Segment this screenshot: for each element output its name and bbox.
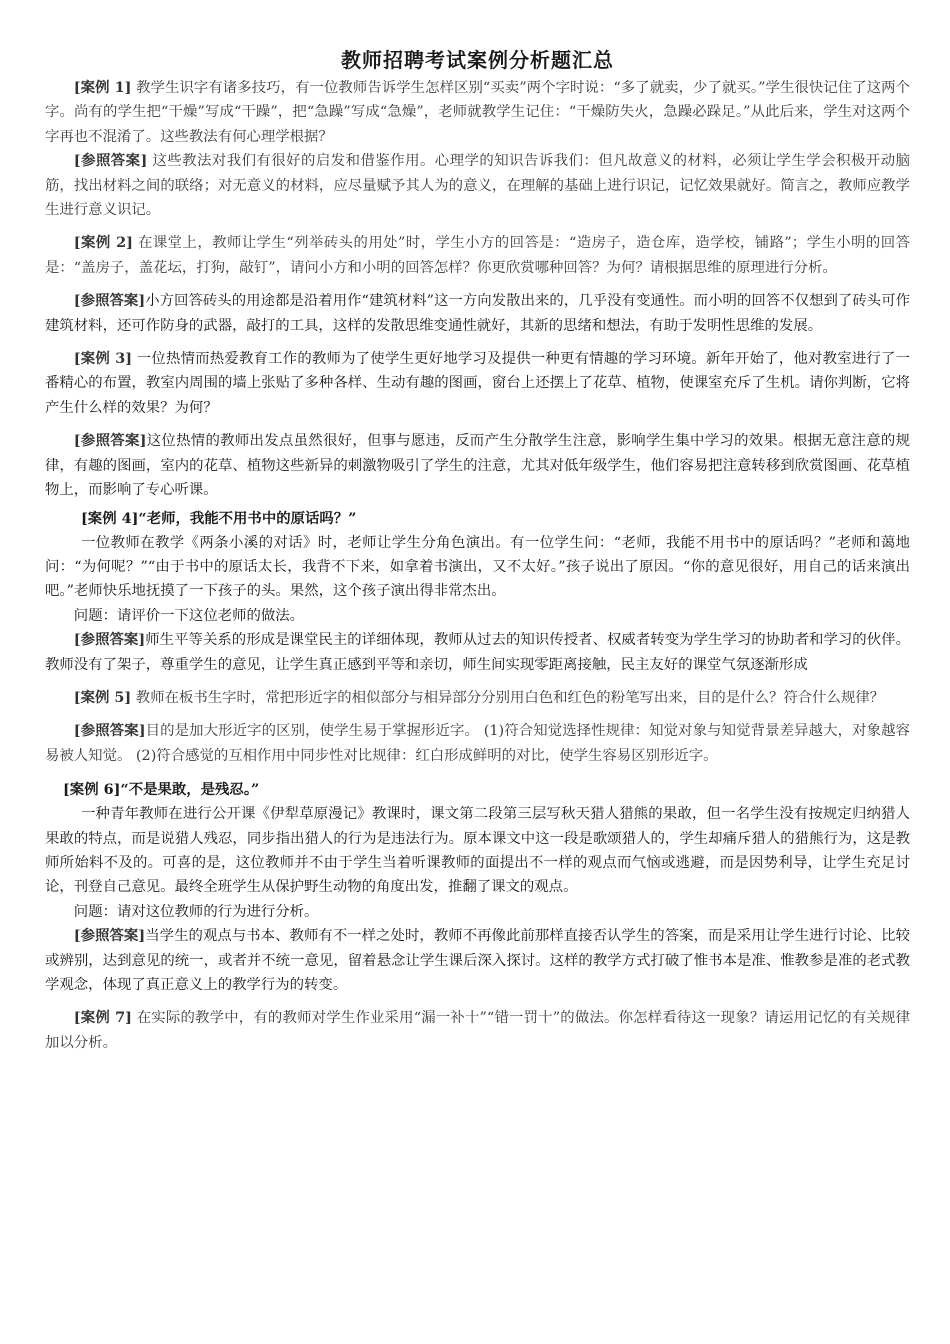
case-2-answer [45,289,910,338]
case-3-tag: [案例 3] [73,350,133,368]
case-4-answer-tag: [参照答案] [73,631,146,649]
case-1-answer-text: 这些教法对我们有很好的启发和借鉴作用。心理学的知识告诉我们：但凡故意义的材料，必须让学生学会积极开动脑筋，找出材料之间的联络；对无意义的材料，应尽量赋予其人为的意义，在理解的基础上进行识记，记忆效果就好。简言之，教师应教学生进行意义识记。 [45,153,910,219]
case-5-answer-text: 目的是加大形近字的区别，使学生易于掌握形近字。 (1)符合知觉选择性规律：知觉对象与知觉背景差异越大，对象越容易被人知觉。 (2)符合感觉的互相作用中同步性对比规律：红白形成鲜明的对比，使学生容易区别形近字。 [45,723,910,764]
case-5-text: 教师在板书生字时，常把形近字的相似部分与相异部分分别用白色和红色的粉笔写出来，目的是什么？符合什么规律？ [131,689,885,706]
case-2-text: 在课堂上，教师让学生“列举砖头的用处”时，学生小方的回答是：“造房子，造仓库，造学校，铺路”；学生小明的回答是：“盖房子，盖花坛，打狗，敲钉”，请问小方和小明的回答怎样？你更欣赏哪种回答？为何？请根据思维的原理进行分析。 [45,235,910,276]
case-1-question [45,76,910,149]
case-5-tag: [案例 5] [73,688,132,706]
case-4-answer-text: 师生平等关系的形成是课堂民主的详细体现，教师从过去的知识传授者、权威者转变为学生学习的协助者和学习的伙伴。教师没有了架子，尊重学生的意见，让学生真正感到平等和亲切，师生间实现零距离接触，民主友好的课堂气氛逐渐形成 [45,632,910,673]
case-2-answer-tag: [参照答案] [73,292,146,310]
case-4-heading: [案例 4]“老师，我能不用书中的原话吗？” [81,509,357,527]
case-2-question [45,231,910,280]
case-3-answer-tag: [参照答案] [73,432,147,450]
case-3-text: 一位热情而热爱教育工作的教师为了使学生更好地学习及提供一种更有情趣的学习环境。新年开始了，他对教室进行了一番精心的布置，教室内周围的墙上张贴了多种各样、生动有趣的图画，窗台上还摆上了花草、植物，使课室充斥了生机。请你判断，它将产生什么样的效果？为何？ [45,351,910,416]
case-7-question [45,1006,910,1055]
case-7-tag: [案例 7] [73,1009,132,1027]
case-5-answer [45,719,910,768]
case-6-text: 一种青年教师在进行公开课《伊犁草原漫记》教课时，课文第二段第三层写秋天猎人猎熊的果敢，但一名学生没有按规定归纳猎人果敢的特点，而是说猎人残忍，同步指出猎人的行为是违法行为。原本课文中这一段是歌颂猎人的，学生却痛斥猎人的猎熊行为，这是教师所始料不及的。可喜的是，这位教师并不由于学生当着听课教师的面提出不一样的观点而气恼或逃避，而是因势利导，让学生充足讨论，刊登自己意见。最终全班学生从保护野生动物的角度出发，推翻了课文的观点。 [45,806,910,896]
case-5-answer-tag: [参照答案] [73,722,146,740]
case-6-answer [45,924,910,997]
document-page [45,46,910,1055]
case-1-text: 教学生识字有诸多技巧，有一位教师告诉学生怎样区别“买卖”两个字时说：“多了就卖，少了就买。”学生很快记住了这两个字。尚有的学生把“干燥”写成“干躁”，把“急躁”写成“急燥”，老师就教学生记住：“干燥防失火，急躁必跺足。”从此后来，学生对这两个字再也不混淆了。这些教法有何心理学根据？ [45,80,910,145]
case-6-answer-text: 当学生的观点与书本、教师有不一样之处时，教师不再像此前那样直接否认学生的答案，而是采用让学生进行讨论、比较或辨别，达到意见的统一，或者并不统一意见，留着悬念让学生课后深入探讨。这样的教学方式打破了惟书本是准、惟教参是准的老式教学观念，体现了真正意义上的教学行为的转变。 [45,928,910,993]
case-5-question [45,686,910,710]
case-6-heading: [案例 6]“不是果敢，是残忍。” [63,781,260,799]
case-3-question [45,347,910,420]
case-6-answer-tag: [参照答案] [73,927,146,945]
case-3-answer-text: 这位热情的教师出发点虽然很好，但事与愿违，反而产生分散学生注意，影响学生集中学习的效果。根据无意注意的规律，有趣的图画，室内的花草、植物这些新异的刺激物吸引了学生的注意，尤其对低年级学生，他们容易把注意转移到欣赏图画、花草植物上，而影响了专心听课。 [45,433,910,499]
case-4-answer [45,628,910,677]
document-title: 教师招聘考试案例分析题汇总 [341,48,614,72]
case-2-tag: [案例 2] [73,234,133,252]
case-2-answer-text: 小方回答砖头的用途都是沿着用作“建筑材料”这一方向发散出来的，几乎没有变通性。而小明的回答不仅想到了砖头可作建筑材料，还可作防身的武器，敲打的工具，这样的发散思维变通性就好，其新的思绪和想法，有助于发明性思维的发展。 [45,293,911,334]
case-1-tag: [案例 1] [73,79,132,96]
case-7-text: 在实际的教学中，有的教师对学生作业采用“漏一补十”“错一罚十”的做法。你怎样看待这一现象？请运用记忆的有关规律加以分析。 [45,1010,910,1051]
case-1-answer [45,149,910,222]
case-4-question: 问题：请评价一下这位老师的做法。 [73,607,305,624]
case-4-text: 一位教师在教学《两条小溪的对话》时，老师让学生分角色演出。有一位学生问：“老师，我能不用书中的原话吗？”老师和蔼地问：“为何呢？”“由于书中的原话太长，我背不下来，如拿着书演出，又不太好。”孩子说出了原因。“你的意见很好，用自己的话来演出吧。”老师快乐地抚摸了一下孩子的头。果然，这个孩子演出得非常杰出。 [45,534,910,600]
case-3-answer [45,429,910,502]
case-6-question: 问题：请对这位教师的行为进行分析。 [73,903,319,920]
case-1-answer-tag: [参照答案] [73,152,148,170]
